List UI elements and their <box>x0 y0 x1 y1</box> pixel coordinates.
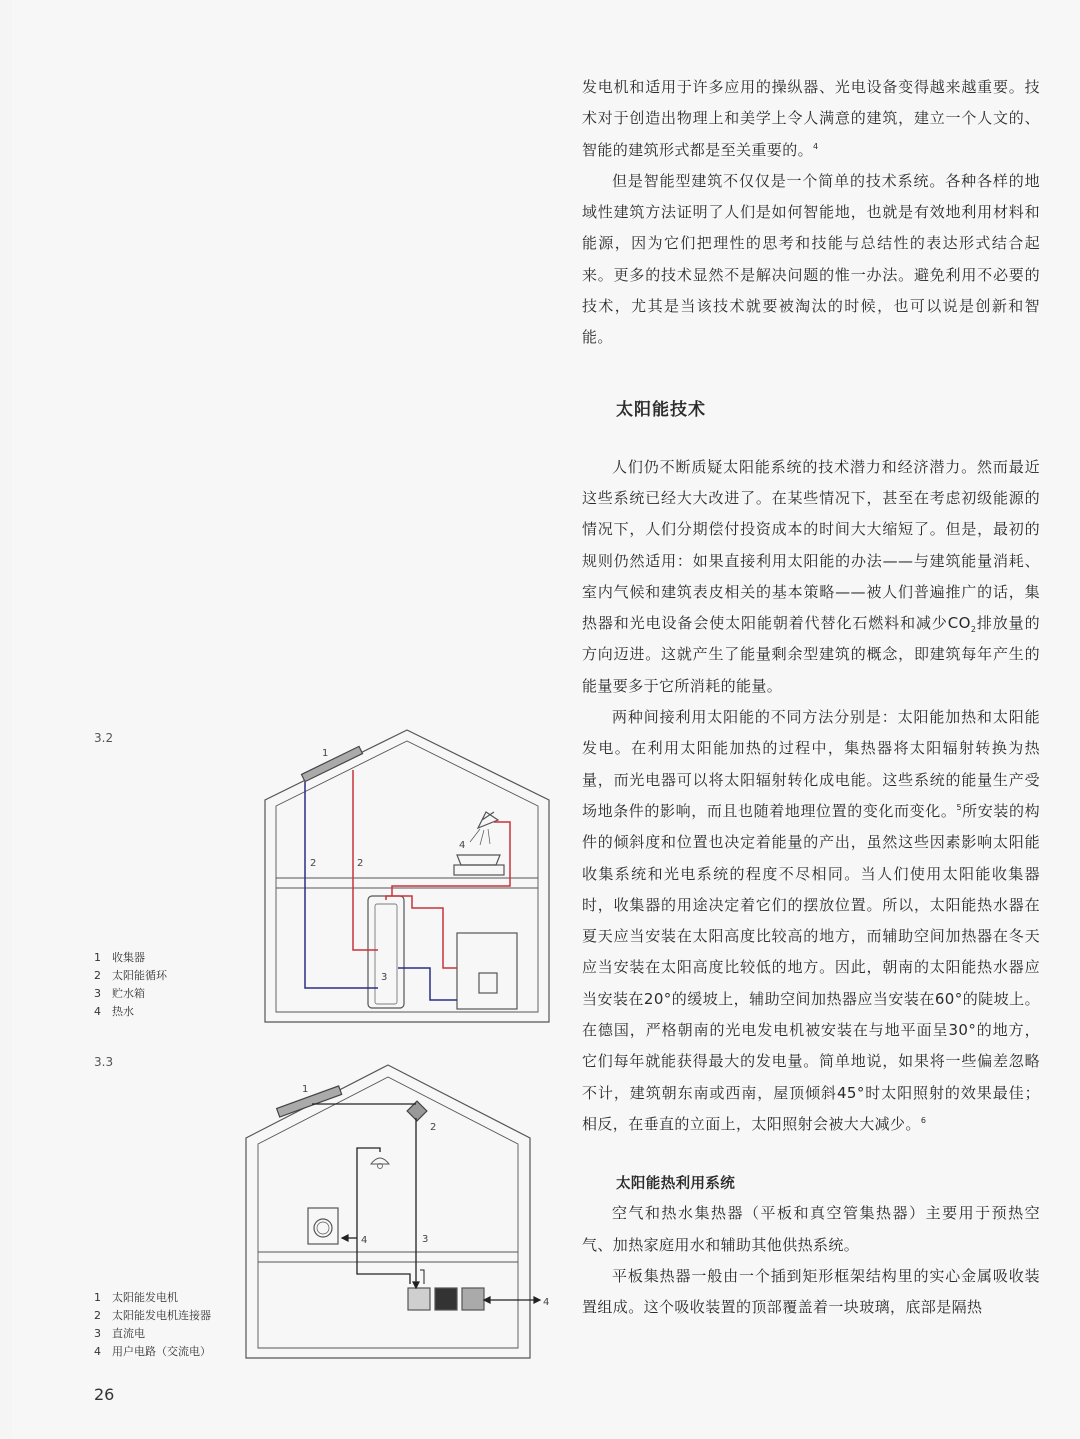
arrow-icon <box>342 1235 348 1241</box>
legend-item: 1 太阳能发电机 <box>94 1291 178 1304</box>
legend-item: 2 太阳能发电机连接器 <box>94 1309 211 1322</box>
legend-item: 3 直流电 <box>94 1327 145 1340</box>
house-inner-outline <box>276 741 538 1012</box>
paragraph-4: 两种间接利用太阳能的不同方法分别是：太阳能加热和太阳能发电。在利用太阳能加热的过程中，集热器将太阳辐射转换为热量，而光电器可以将太阳辐射转化成电能。这些系统的能量生产受场地条件的影响，而且也随着地理位置的变化而变化。$^5$所安装的构件的倾斜度和位置也决定着能量的产出，虽然这些因素影响太阳能收集系统和光电系统的程度不尽相同。当人们使用太阳能收集器时，收集器的用途决定着它们的摆放位置。所以，太阳能热水器在夏天应当安装在太阳高度比较高的地方，而辅助空间加热器在冬天应当安装在太阳高度比较低的地方。因此，朝南的太阳能热水器应当安装在20°的缓坡上，辅助空间加热器应当安装在60°的陡坡上。在德国，严格朝南的光电发电机被安装在与地平面呈30°的地方，它们每年就能获得最大的发电量。简单地说，如果将一些偏差忽略不计，建筑朝东南或西南，屋顶倾斜45°时太阳照射的效果最佳；相反，在垂直的立面上，太阳照射会被大大减少。$^6$ <box>582 708 1040 1133</box>
callout: 4 <box>543 1297 550 1308</box>
callout: 4 <box>361 1235 368 1246</box>
solar-loop-blue <box>305 782 378 988</box>
shower-head-icon <box>478 812 498 828</box>
footnote-ref: 6 <box>920 1115 927 1125</box>
callout: 3 <box>422 1234 429 1245</box>
subsection-heading: 太阳能热利用系统 <box>616 1176 736 1193</box>
footnote-ref: 5 <box>956 802 962 812</box>
storage-tank <box>368 896 404 1008</box>
legend-item: 1 收集器 <box>94 951 145 964</box>
callout: 1 <box>302 1084 309 1095</box>
arrow-icon <box>534 1297 540 1303</box>
subscript: 2 <box>970 625 977 635</box>
dc-wire <box>420 1270 424 1284</box>
diagram-photovoltaic <box>246 1065 540 1358</box>
hot-water-riser-red <box>392 822 510 896</box>
diagram-solar-thermal <box>265 730 549 1022</box>
washing-machine <box>308 1208 338 1244</box>
callout: 4 <box>459 840 466 851</box>
tank-inner <box>375 904 397 1004</box>
ac-wire <box>357 1148 410 1284</box>
shower-spray <box>470 829 490 845</box>
callout: 1 <box>322 748 329 759</box>
paragraph-2: 但是智能型建筑不仅仅是一个简单的技术系统。各种各样的地域性建筑方法证明了人们是如何智能地，也就是有效地利用材料和能源，因为它们把理性的思考和技能与总结性的表达形式结合起来。更多的技术显然不是解决问题的惟一办法。避免利用不必要的技术，尤其是当该技术就要被淘汰的时候，也可以说是创新和智能。 <box>582 171 1040 347</box>
boiler <box>457 933 517 1009</box>
footnote-ref: 4 <box>813 141 819 151</box>
boiler-loop-blue <box>398 968 457 1000</box>
page-number: 26 <box>94 1385 115 1404</box>
legend-item: 4 热水 <box>94 1005 134 1018</box>
basin <box>457 855 500 865</box>
device-box-dark <box>435 1288 457 1310</box>
legend-item: 4 用户电路（交流电） <box>94 1345 211 1358</box>
pv-panel <box>277 1086 342 1117</box>
figure-label-3-3: 3.3 <box>94 1055 114 1069</box>
arrow-icon <box>484 1297 490 1303</box>
legend-item: 3 贮水箱 <box>94 987 145 1000</box>
callout: 2 <box>357 858 364 869</box>
callout: 2 <box>310 858 317 869</box>
paragraph-5: 空气和热水集热器（平板和真空管集热器）主要用于预热空气、加热家庭用水和辅助其他供热系统。 <box>582 1204 1040 1254</box>
paragraph-1: 发电机和适用于许多应用的操纵器、光电设备变得越来越重要。技术对于创造出物理上和美学上令人满意的建筑，建立一个人文的、智能的建筑形式都是至关重要的。$^4$ <box>582 78 1040 159</box>
lamp-icon <box>371 1158 389 1164</box>
device-box-mid <box>462 1288 484 1310</box>
figure-label-3-2: 3.2 <box>94 731 114 745</box>
callout: 2 <box>430 1122 437 1133</box>
sink <box>454 865 504 875</box>
arrow-icon <box>413 1282 419 1288</box>
legend-item: 2 太阳能循环 <box>94 969 167 982</box>
device-box-light <box>408 1288 430 1310</box>
paragraph-3: 人们仍不断质疑太阳能系统的技术潜力和经济潜力。然而最近这些系统已经大大改进了。在某些情况下，甚至在考虑初级能源的情况下，人们分期偿付投资成本的时间大大缩短了。但是，最初的规则仍然适用：如果直接利用太阳能的办法——与建筑能量消耗、室内气候和建筑表皮相关的基本策略——被人们普遍推广的话，集热器和光电设备会使太阳能朝着代替化石燃料和减少$CO_2$排放量的方向迈进。这就产生了能量剩余型建筑的概念，即建筑每年产生的能量要多于它所消耗的能量。 <box>582 457 1040 695</box>
callout: 3 <box>381 972 388 983</box>
boiler-door <box>479 973 497 993</box>
section-heading: 太阳能技术 <box>616 399 706 420</box>
paragraph-6: 平板集热器一般由一个插到矩形框架结构里的实心金属吸收装置组成。这个吸收装置的顶部覆盖着一块玻璃，底部是隔热 <box>582 1266 1040 1317</box>
